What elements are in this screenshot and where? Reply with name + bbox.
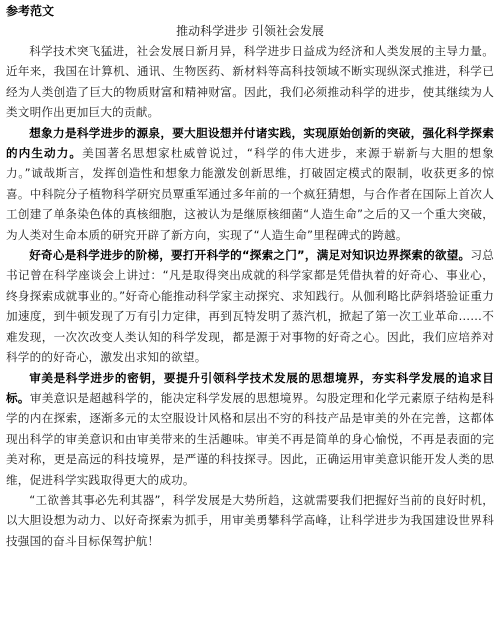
paragraph-5-body: “工欲善其事必先利其器”，科学发展是大势所趋，这就需要我们把握好当前的良好时机，以大胆设想为动力、以好奇探索为抓手，用审美勇攀科学高峰，让科学进步为我国建设世界科技强国的奋斗目标保驾护航！ [6,492,494,548]
paragraph-4-lead: 审美是科学进步的密钥，要提升引领科学技术发展的思想境界，夯实科学发展的追求目标。 [6,370,494,405]
section-label: 参考范文 [6,4,55,18]
paragraph-3 [6,245,494,367]
paragraph-4 [6,368,494,490]
paragraph-1 [6,41,494,123]
paragraph-2-lead: 想象力是科学进步的源泉，要大胆设想并付诸实践，实现原始创新的突破，强化科学探索的内生动力。 [6,125,494,161]
paragraph-1-body: 科学技术突飞猛进，社会发展日新月异，科学进步日益成为经济和人类发展的主导力量。近年来，我国在计算机、通讯、生物医药、新材料等高科技领域不断实现纵深式推进，科学已经为人类创造了巨大的物质财富和精神财富。因此，我们必须推动科学的进步，使其继续为人类文明作出更加巨大的贡献。 [6,44,494,120]
essay-title: 推动科学进步 引领社会发展 [176,24,324,38]
paragraph-3-body: 习总书记曾在科学座谈会上讲过：“凡是取得突出成就的科学家都是凭借执着的好奇心、事业心，终身探索成就事业的。”好奇心能推动科学家主动探究、求知践行。从伽利略比萨斜塔验证重力加速度，到牛顿发现了万有引力定律，再到瓦特发明了蒸汽机，掀起了第一次工业革命……不难发现，一次次改变人类认知的科学发现，都是源于对事物的好奇之心。因此，我们应培养对科学的的好奇心，激发出求知的欲望。 [6,248,495,365]
paragraph-4-body: 审美意识是超越科学的，能决定科学发展的思想境界。勾股定理和化学元素原子结构是科学的内在探索，逐渐多元的太空服设计风格和层出不穷的科技产品是审美的外在完善，这都体现出科学的审美意识和由审美带来的生活趣味。审美不再是简单的身心愉悦，不再是表面的完美对称，更是高远的科技境界，是严谨的科技探寻。因此，正确运用审美意识能开发人类的思维，促进科学实践取得更大的成功。 [6,390,494,487]
paragraph-2-body: 美国著名思想家杜威曾说过，“科学的伟大进步，来源于崭新与大胆的想象力。”诚哉斯言，发挥创造性和想象力能激发创新思维，打破固定模式的限制，收获更多的惊喜。中科院分子植物科学研究员覃重军通过多年前的一个疯狂猜想，与合作者在国际上首次人工创建了单条染色体的真核细胞，这被认为是继原核细菌“人造生命”之后的又一个重大突破，为人类对生命本质的研究开辟了新方向，实现了“人造生命”里程碑式的跨越。 [6,146,495,242]
paragraph-3-lead: 好奇心是科学进步的阶梯，要打开科学的“探索之门”，满足对知识边界探索的欲望。 [29,248,471,263]
paragraph-2 [6,123,494,245]
paragraph-5 [6,490,494,551]
